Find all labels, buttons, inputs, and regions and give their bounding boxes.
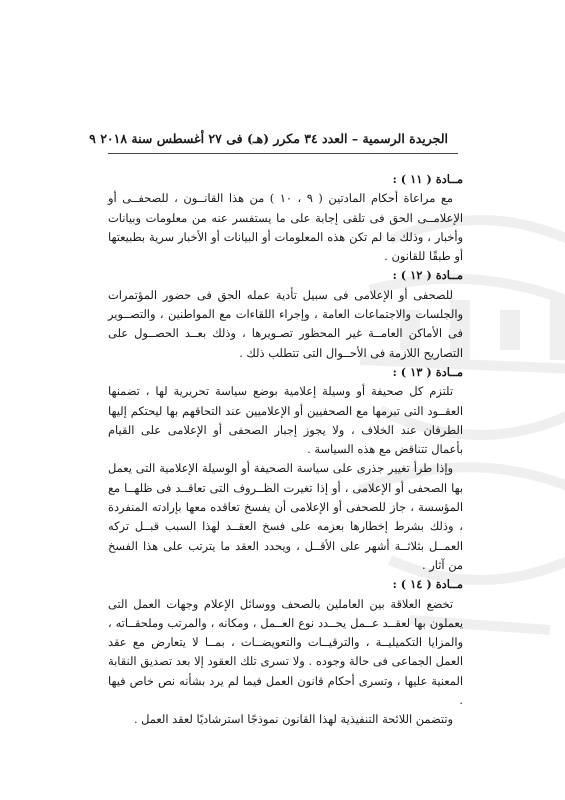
article-12-heading: مــادة ( ١٢ ) :: [392, 268, 463, 283]
header-divider: [108, 153, 458, 154]
article-13-paragraph-2: وإذا طرأ تغيير جذرى على سياسة الصحيفة أو الوسيلة الإعلامية التى يعمل بها الصحفى أو الإعلامى ، أو إذا تغيرت الظــروف التى تعاقــد فى ظلهــا مع المؤسسة ، جاز للصحفى أو الإعلامى أن يفسخ تعاقده معها بإرادته المنفردة ، وذلك بشرط إخطارها بعزمه على فسخ العقــد لهذا السبب قبــل تركه العمــل بثلاثــة أشهر على الأقــل ، ويحدد العقد ما يترتب على هذا الفسخ من آثار .: [108, 461, 463, 572]
article-11-heading: مــادة ( ١١ ) :: [392, 172, 463, 186]
article-13-heading: مــادة ( ١٣ ) :: [392, 364, 463, 379]
article-14-heading: مــادة ( ١٤ ) :: [392, 577, 463, 592]
article-14-paragraph-2: وتتضمن اللائحة التنفيذية لهذا القانون نموذجًا استرشاديًا لعقد العمل .: [133, 712, 453, 727]
article-14-paragraph-1: تخضع العلاقة بين العاملين بالصحف ووسائل الإعلام وجهات العمل التى يعملون بها لعقــد عــمل يحــدد نوع العــمل ، ومكانه ، والمرتب وملحقــاته ، والمزايا التكميليــة ، والترقيــات والتعويضــات ، بمــا لا يتعارض مع عقد العمل الجماعى فى حالة وجوده . ولا تسرى تلك العقود إلا بعد تصديق النقابة المعنية عليها ، وتسرى أحكام قانون العمل فيما لم يرد بشأنه نص خاص فيها .: [108, 596, 463, 708]
article-12-paragraph: للصحفى أو الإعلامى فى سبيل تأدية عمله الحق فى حضور المؤتمرات والجلسات والاجتماعات العامة ، وإجراء اللقاءات مع المواطنين ، والتصــوير فى الأماكن العامــة غير المحظور تصـويرها ، وذلك بعــد الحصــول على التصاريح اللازمة فى الأحــوال التى تتطلب ذلك .: [108, 287, 463, 360]
document-body: [108, 170, 463, 730]
article-13-paragraph-1: تلتزم كل صحيفة أو وسيلة إعلامية بوضع سياسة تحريرية لها ، تضمنها العقــود التى تبرمها مع الصحفيين أو الإعلاميين عند التحاقهم بها ليحتكم إليها الطرفان عند الخلاف ، ولا يجوز إجبار الصحفى أو الإعلامى على القيام بأعمال تتناقض مع هذه السياسة .: [108, 384, 463, 457]
article-11-paragraph: مع مراعاة أحكام المادتين ( ٩ ، ١٠ ) من هذا القانــون ، للصحفــى أو الإعلامــى الحق فى تلقى إجابة على ما يستفسر عنه من معلومات وبيانات وأخبار ، وذلك ما لم تكن هذه المعلومات أو البيانات أو الأخبار سرية بطبيعتها أو طبقًا للقانون .: [108, 191, 463, 264]
page-header: الجريدة الرسمية – العدد ٣٤ مكرر (هـ) فى ٢٧ أغسطس سنة ٢٠١٨ ٩: [89, 131, 448, 146]
